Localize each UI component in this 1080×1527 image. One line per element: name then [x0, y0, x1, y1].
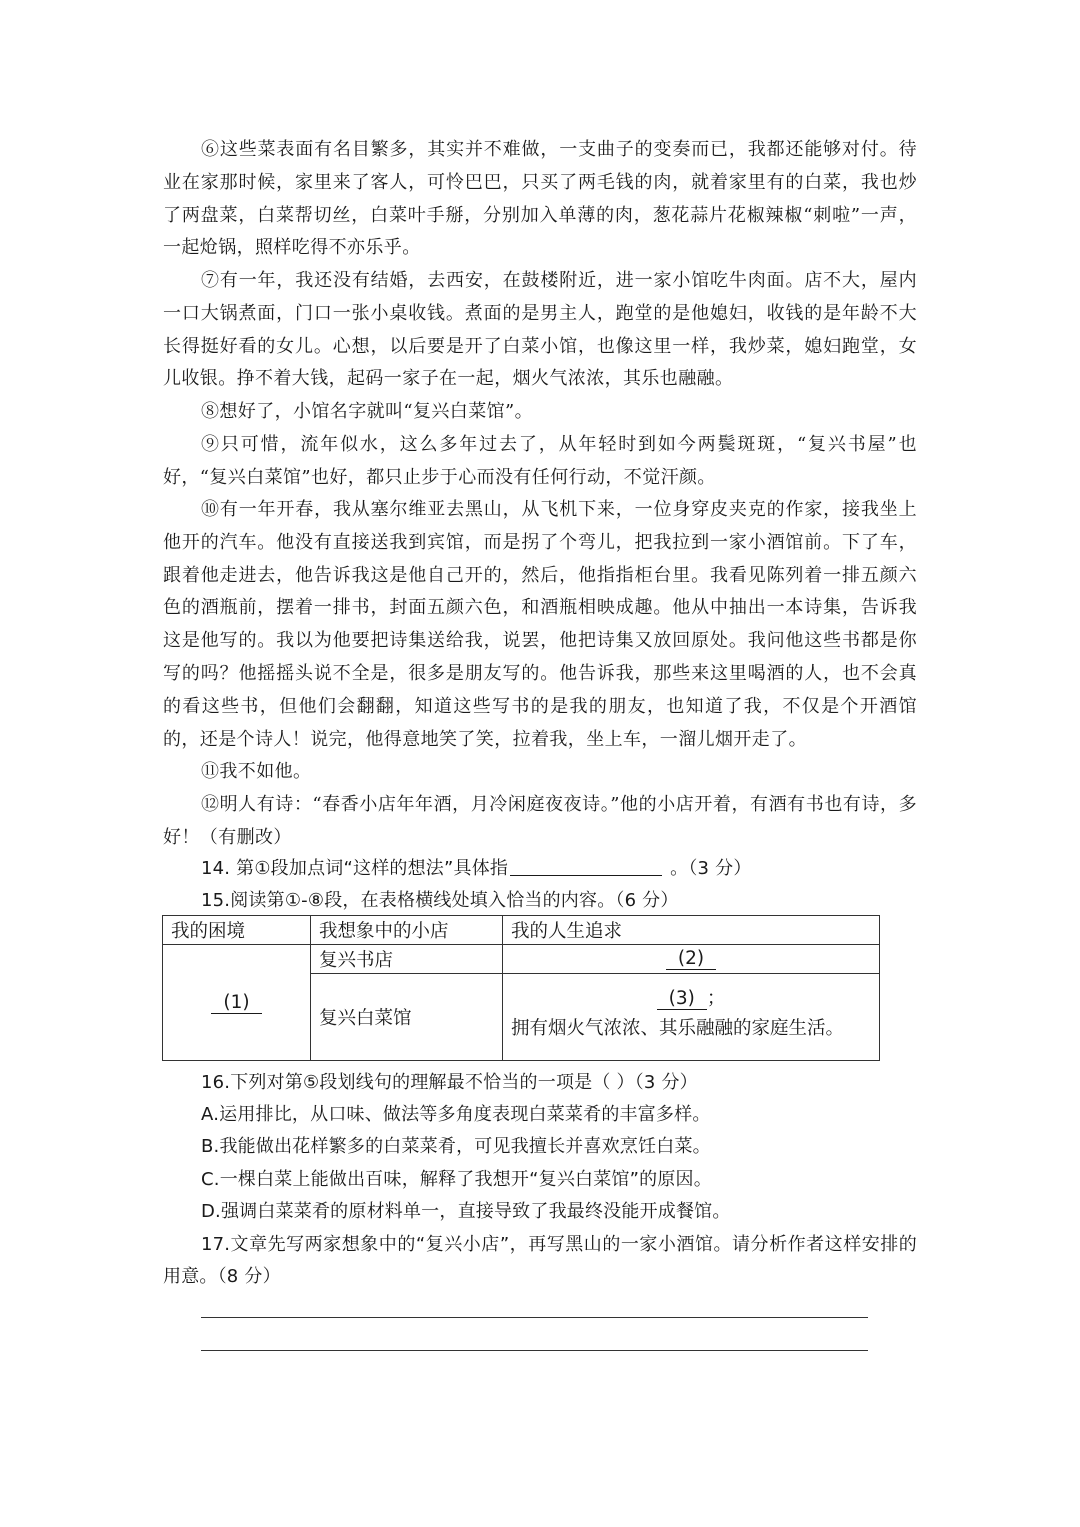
question-17: 17.文章先写两家想象中的“复兴小店”，再写黑山的一家小酒馆。请分析作者这样安排的用意。（8 分） — [163, 1234, 917, 1287]
answer-line[interactable] — [201, 1317, 868, 1318]
question-14 — [201, 853, 917, 885]
paragraph-7: ⑦有一年，我还没有结婚，去西安，在鼓楼附近，进一家小馆吃牛肉面。店不大，屋内一口大锅煮面，门口一张小桌收钱。煮面的是男主人，跑堂的是他媳妇，收钱的是年龄不大长得挺好看的女儿。心想，以后要是开了白菜小馆，也像这里一样，我炒菜，媳妇跑堂，女儿收银。挣不着大钱，起码一家子在一起，烟火气浓浓，其乐也融融。 — [163, 270, 917, 390]
paragraph-8: ⑧想好了，小馆名字就叫“复兴白菜馆”。 — [201, 401, 534, 422]
table-cell-pursuit-2 — [503, 974, 880, 1061]
table-header-pursuit: 我的人生追求 — [503, 916, 880, 945]
table-cell-dilemma — [163, 945, 311, 1061]
answer-blank-3-suffix: ； — [706, 988, 726, 1009]
table-cell-shop-2: 复兴白菜馆 — [311, 974, 503, 1061]
paragraph-9: ⑨只可惜，流年似水，这么多年过去了，从年轻时到如今两鬓斑斑，“复兴书屋”也好，“复兴白菜馆”也好，都只止步于心而没有任何行动，不觉汗颜。 — [163, 434, 917, 488]
paragraph-11: ⑪我不如他。 — [201, 761, 312, 782]
question-14-score: 。（3 分） — [670, 858, 752, 879]
answer-line[interactable] — [201, 1350, 868, 1351]
paragraph-6: ⑥这些菜表面有名目繁多，其实并不难做，一支曲子的变奏而已，我都还能够对付。待业在家那时候，家里来了客人，可怜巴巴，只买了两毛钱的肉，就着家里有的白菜，我也炒了两盘菜，白菜帮切丝，白菜叶手掰，分别加入单薄的肉，葱花蒜片花椒辣椒“刺啦”一声，一起炝锅，照样吃得不亦乐乎。 — [163, 139, 917, 259]
paragraph-10: ⑩有一年开春，我从塞尔维亚去黑山，从飞机下来，一位身穿皮夹克的作家，接我坐上他开的汽车。他没有直接送我到宾馆，而是拐了个弯儿，把我拉到一家小酒馆前。下了车，跟着他走进去，他告诉我这是他自己开的，然后，他指指柜台里。我看见陈列着一排五颜六色的酒瓶前，摆着一排书，封面五颜六色，和酒瓶相映成趣。他从中抽出一本诗集，告诉我这是他写的。我以为他要把诗集送给我，说罢，他把诗集又放回原处。我问他这些书都是你写的吗？他摇摇头说不全是，很多是朋友写的。他告诉我，那些来这里喝酒的人，也不会真的看这些书，但他们会翻翻，知道这些写书的是我的朋友，也知道了我，不仅是个开酒馆的，还是个诗人！说完，他得意地笑了笑，拉着我，坐上车，一溜儿烟开走了。 — [163, 499, 917, 750]
option-a[interactable]: A.运用排比，从口味、做法等多角度表现白菜菜肴的丰富多样。 — [201, 1104, 711, 1125]
question-15: 15.阅读第①-⑧段，在表格横线处填入恰当的内容。（6 分） — [201, 890, 679, 911]
question-16: 16.下列对第⑤段划线句的理解最不恰当的一项是（ ）（3 分） — [201, 1072, 698, 1093]
question-14-text: 14. 第①段加点词“这样的想法”具体指 — [201, 858, 509, 879]
table-header-row — [163, 916, 880, 945]
option-b[interactable]: B.我能做出花样繁多的白菜菜肴，可见我擅长并喜欢烹饪白菜。 — [201, 1136, 711, 1157]
answer-blank-14[interactable] — [510, 855, 662, 876]
table-cell-pursuit-1 — [503, 945, 880, 974]
paragraph-12: ⑫明人有诗：“春香小店年年酒，月冷闲庭夜夜诗。”他的小店开着，有酒有书也有诗，多好！（有删改） — [163, 794, 917, 848]
table-header-shop: 我想象中的小店 — [311, 916, 503, 945]
option-d[interactable]: D.强调白菜菜肴的原材料单一，直接导致了我最终没能开成餐馆。 — [201, 1201, 731, 1222]
answer-blank-2[interactable]: (2) — [666, 949, 716, 970]
table-pursuit-text: 拥有烟火气浓浓、其乐融融的家庭生活。 — [511, 1018, 845, 1039]
answer-blank-3[interactable]: (3) — [657, 989, 707, 1010]
answer-table — [162, 915, 880, 1061]
option-c[interactable]: C.一棵白菜上能做出百味，解释了我想开“复兴白菜馆”的原因。 — [201, 1169, 712, 1190]
table-cell-shop-1: 复兴书店 — [311, 945, 503, 974]
answer-blank-1[interactable]: (1) — [211, 993, 261, 1014]
table-row — [163, 945, 880, 974]
answer-blank-3-line — [511, 984, 871, 1014]
table-header-dilemma: 我的困境 — [163, 916, 311, 945]
